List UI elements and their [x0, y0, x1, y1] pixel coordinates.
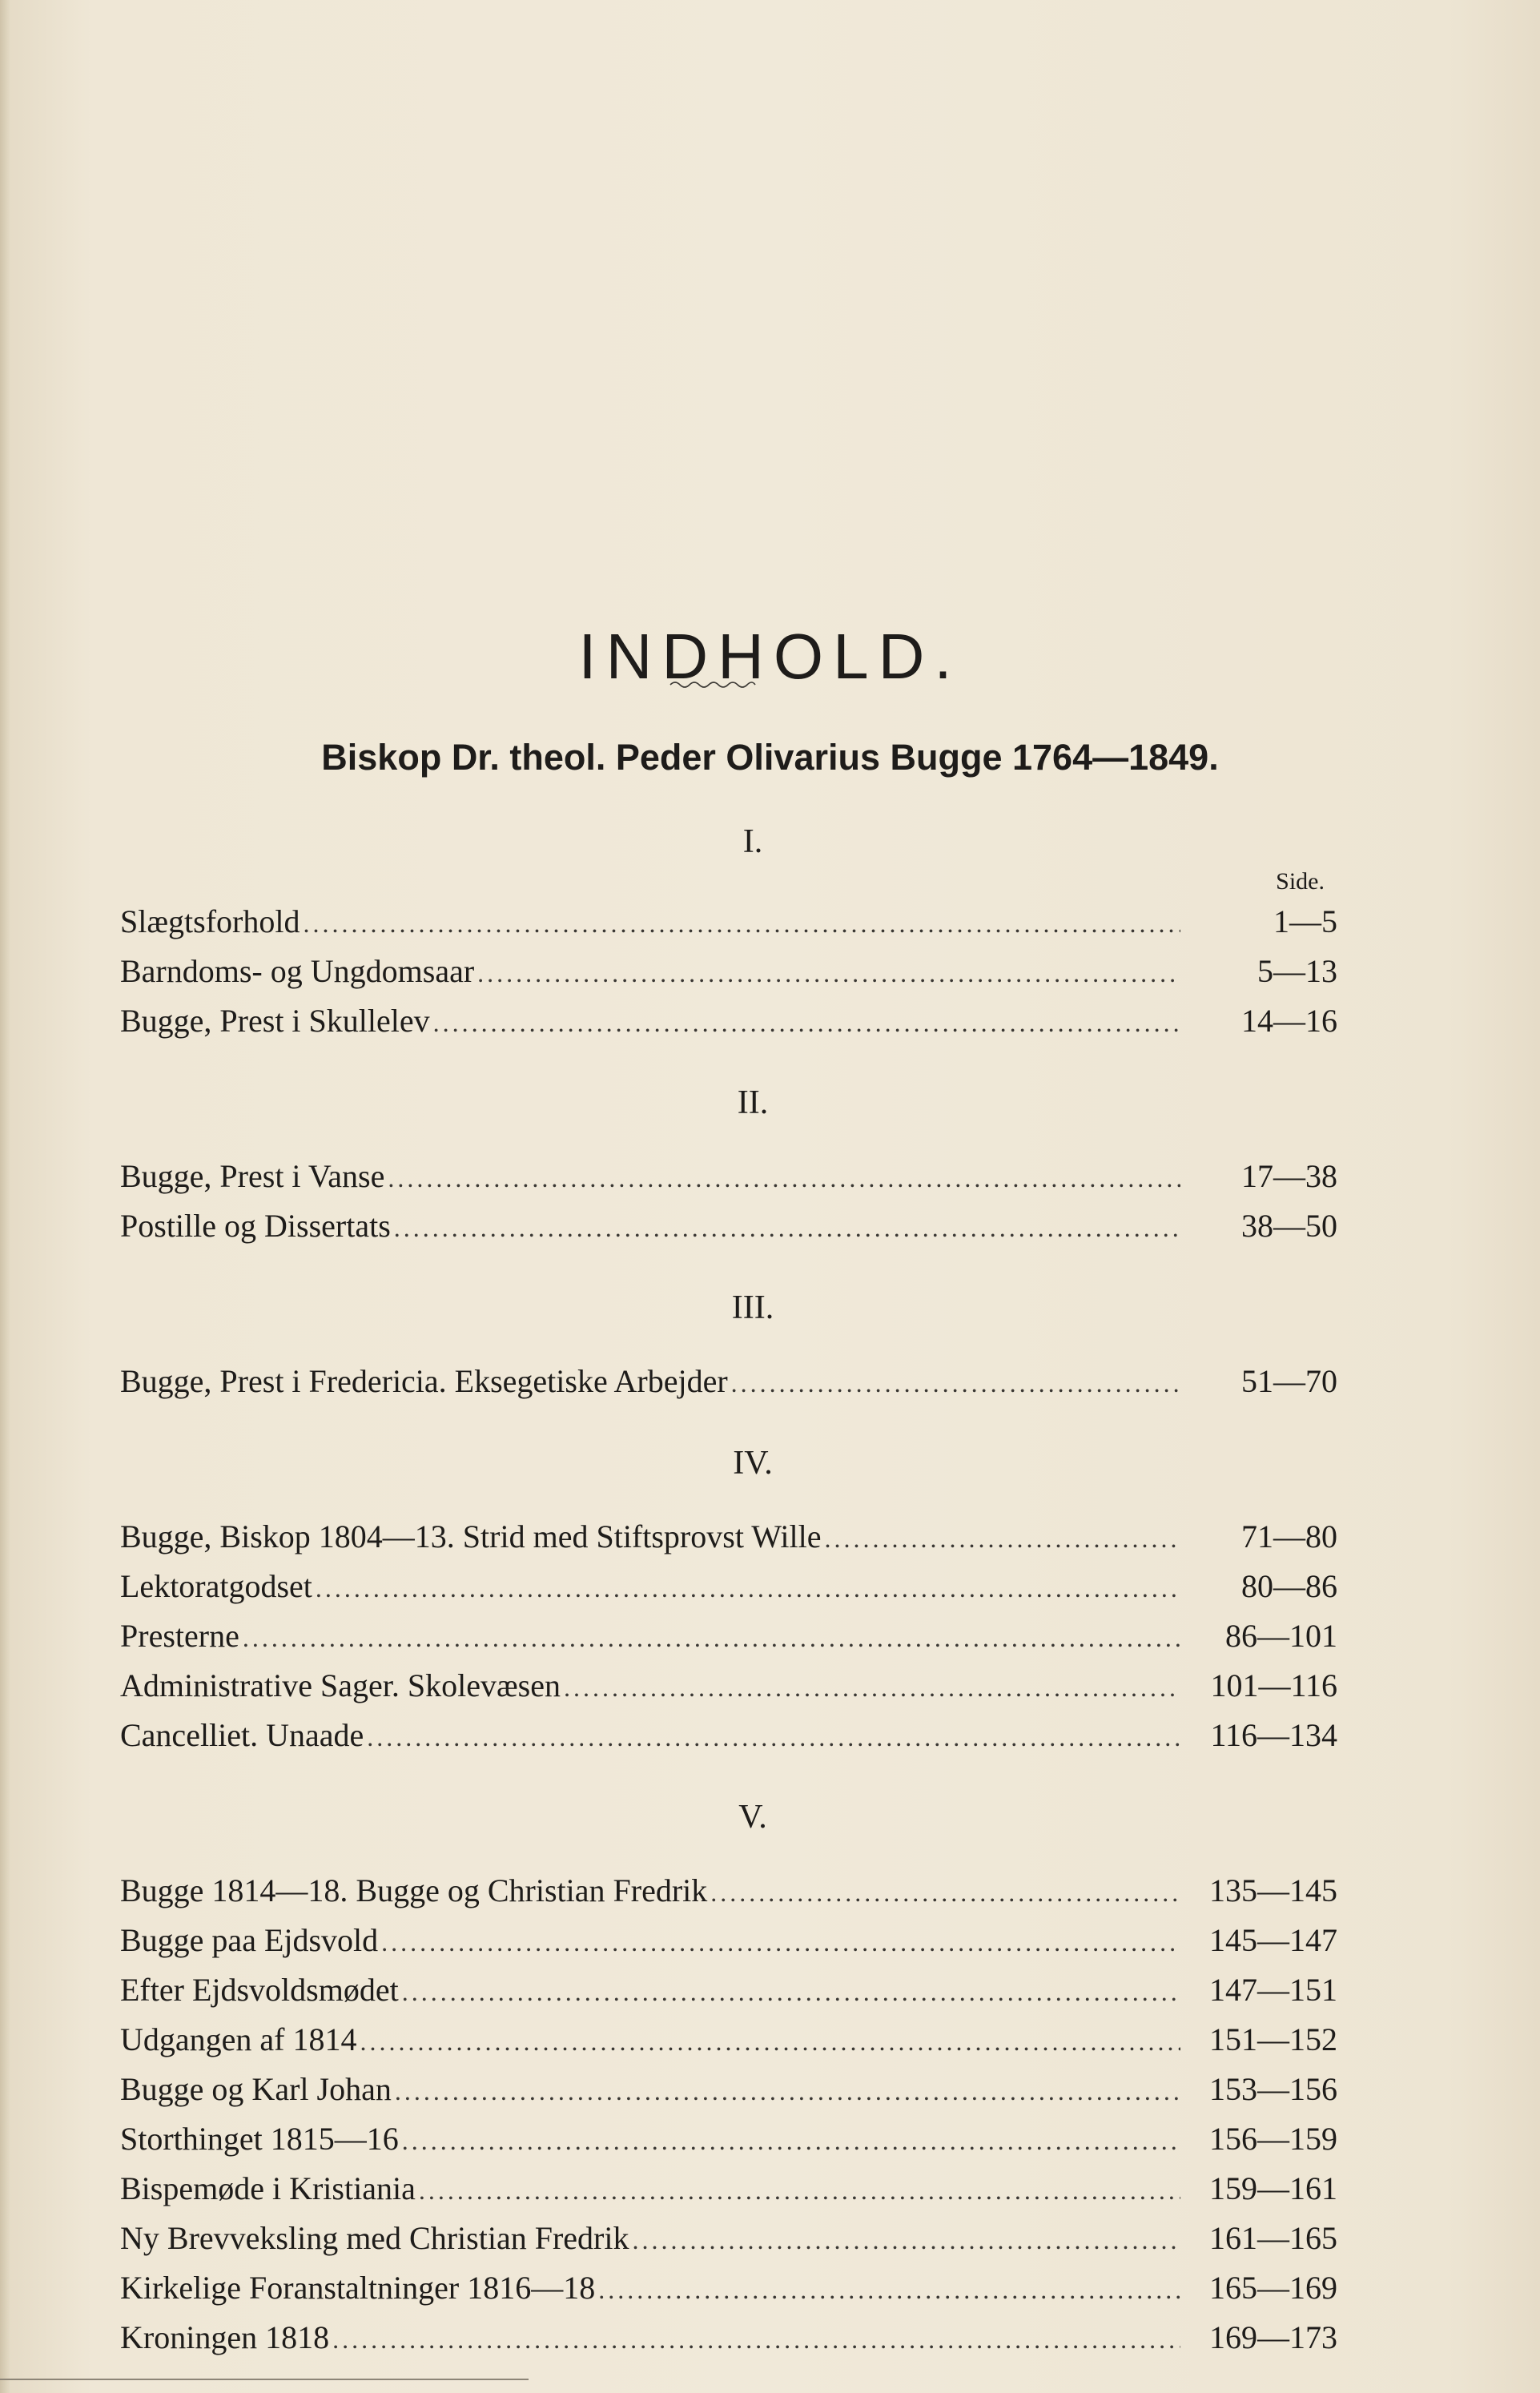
table-of-contents [120, 817, 1337, 2363]
entry-title: Slægtsforhold [120, 903, 300, 939]
entry-pages: 14—16 [1241, 1003, 1337, 1039]
title-ornament [669, 679, 757, 690]
entry-pages: 135—145 [1209, 1872, 1337, 1908]
toc-section-2 [120, 1078, 1337, 1251]
entry-pages: 101—116 [1210, 1667, 1337, 1703]
toc-entry[interactable] [120, 1357, 1337, 1406]
toc-entry[interactable] [120, 1661, 1337, 1711]
toc-section-5 [120, 1792, 1337, 2363]
dot-leader [632, 2215, 1180, 2265]
dot-leader [710, 1868, 1180, 1917]
dot-leader [316, 1563, 1180, 1613]
entry-pages: 145—147 [1209, 1922, 1337, 1958]
toc-entry[interactable] [120, 2164, 1337, 2214]
dot-leader [731, 1358, 1180, 1408]
dot-leader [394, 1203, 1180, 1253]
dot-leader [402, 1967, 1180, 2017]
entry-pages: 1—5 [1273, 903, 1337, 939]
toc-entry[interactable] [120, 2263, 1337, 2313]
toc-entry[interactable] [120, 1201, 1337, 1251]
page-column-header: Side. [1276, 868, 1325, 895]
entry-pages: 153—156 [1209, 2071, 1337, 2107]
entry-title: Bugge 1814—18. Bugge og Christian Fredrik [120, 1872, 708, 1908]
entry-title: Bugge, Prest i Vanse [120, 1158, 385, 1194]
section-numeral: IV. [733, 1445, 773, 1482]
dot-leader [243, 1613, 1180, 1663]
dot-leader [360, 2017, 1180, 2066]
entry-title: Barndoms- og Ungdomsaar [120, 953, 475, 989]
entry-pages: 71—80 [1241, 1518, 1337, 1554]
toc-entry[interactable] [120, 2214, 1337, 2263]
toc-section-1 [120, 817, 1337, 1046]
entry-pages: 165—169 [1209, 2270, 1337, 2306]
entry-title: Bugge, Prest i Skullelev [120, 1003, 430, 1039]
toc-entry[interactable] [120, 996, 1337, 1046]
entry-pages: 116—134 [1210, 1717, 1337, 1753]
dot-leader [303, 899, 1180, 948]
entry-title: Kroningen 1818 [120, 2319, 330, 2355]
entry-pages: 156—159 [1209, 2121, 1337, 2157]
entry-pages: 169—173 [1209, 2319, 1337, 2355]
toc-entry[interactable] [120, 2015, 1337, 2065]
dot-leader [395, 2066, 1180, 2116]
bottom-rule [0, 2379, 529, 2380]
entry-title: Administrative Sager. Skolevæsen [120, 1667, 561, 1703]
section-numeral: III. [731, 1289, 774, 1326]
entry-pages: 80—86 [1241, 1568, 1337, 1604]
entry-pages: 38—50 [1241, 1208, 1337, 1244]
entry-title: Bugge, Biskop 1804—13. Strid med Stiftsprovst Wille [120, 1518, 822, 1554]
entry-title: Udgangen af 1814 [120, 2021, 357, 2057]
dot-leader [388, 1153, 1180, 1203]
dot-leader [381, 1917, 1180, 1967]
dot-leader [433, 998, 1180, 1048]
entry-title: Bispemøde i Kristiania [120, 2170, 416, 2206]
entry-title: Cancelliet. Unaade [120, 1717, 364, 1753]
dot-leader [598, 2265, 1180, 2315]
toc-entry[interactable] [120, 897, 1337, 947]
toc-entry[interactable] [120, 1866, 1337, 1916]
section-numeral: V. [738, 1799, 767, 1836]
entry-pages: 86—101 [1225, 1618, 1337, 1654]
toc-entry[interactable] [120, 1611, 1337, 1661]
entry-title: Ny Brevveksling med Christian Fredrik [120, 2220, 629, 2256]
toc-entry[interactable] [120, 1965, 1337, 2015]
entry-pages: 161—165 [1209, 2220, 1337, 2256]
entry-title: Lektoratgodset [120, 1568, 312, 1604]
toc-entry[interactable] [120, 2114, 1337, 2164]
dot-leader [824, 1514, 1180, 1563]
entry-title: Bugge paa Ejdsvold [120, 1922, 379, 1958]
entry-title: Bugge, Prest i Fredericia. Eksegetiske Arbejder [120, 1363, 728, 1399]
toc-section-4 [120, 1438, 1337, 1760]
toc-entry[interactable] [120, 1152, 1337, 1201]
toc-entry[interactable] [120, 2313, 1337, 2363]
toc-section-3 [120, 1283, 1337, 1406]
dot-leader [419, 2166, 1180, 2215]
section-numeral: I. [742, 823, 763, 860]
page-binding-edge [0, 0, 11, 2393]
section-numeral: II. [737, 1084, 769, 1121]
dot-leader [402, 2116, 1180, 2166]
entry-title: Postille og Dissertats [120, 1208, 391, 1244]
dot-leader [477, 948, 1180, 998]
entry-title: Kirkelige Foranstaltninger 1816—18 [120, 2270, 596, 2306]
entry-pages: 5—13 [1257, 953, 1337, 989]
dot-leader [367, 1712, 1180, 1762]
dot-leader [332, 2315, 1180, 2364]
book-subtitle: Biskop Dr. theol. Peder Olivarius Bugge 1764—1849. [321, 737, 1219, 778]
entry-pages: 151—152 [1209, 2021, 1337, 2057]
entry-pages: 51—70 [1241, 1363, 1337, 1399]
toc-entry[interactable] [120, 1711, 1337, 1760]
toc-entry[interactable] [120, 2065, 1337, 2114]
entry-pages: 159—161 [1209, 2170, 1337, 2206]
entry-title: Bugge og Karl Johan [120, 2071, 392, 2107]
entry-pages: 17—38 [1241, 1158, 1337, 1194]
entry-title: Efter Ejdsvoldsmødet [120, 1972, 399, 2008]
dot-leader [564, 1663, 1180, 1712]
entry-title: Presterne [120, 1618, 239, 1654]
toc-entry[interactable] [120, 1512, 1337, 1562]
toc-entry[interactable] [120, 1562, 1337, 1611]
entry-title: Storthinget 1815—16 [120, 2121, 399, 2157]
toc-entry[interactable] [120, 1916, 1337, 1965]
page-title: INDHOLD. [578, 620, 962, 692]
toc-entry[interactable] [120, 947, 1337, 996]
entry-pages: 147—151 [1209, 1972, 1337, 2008]
